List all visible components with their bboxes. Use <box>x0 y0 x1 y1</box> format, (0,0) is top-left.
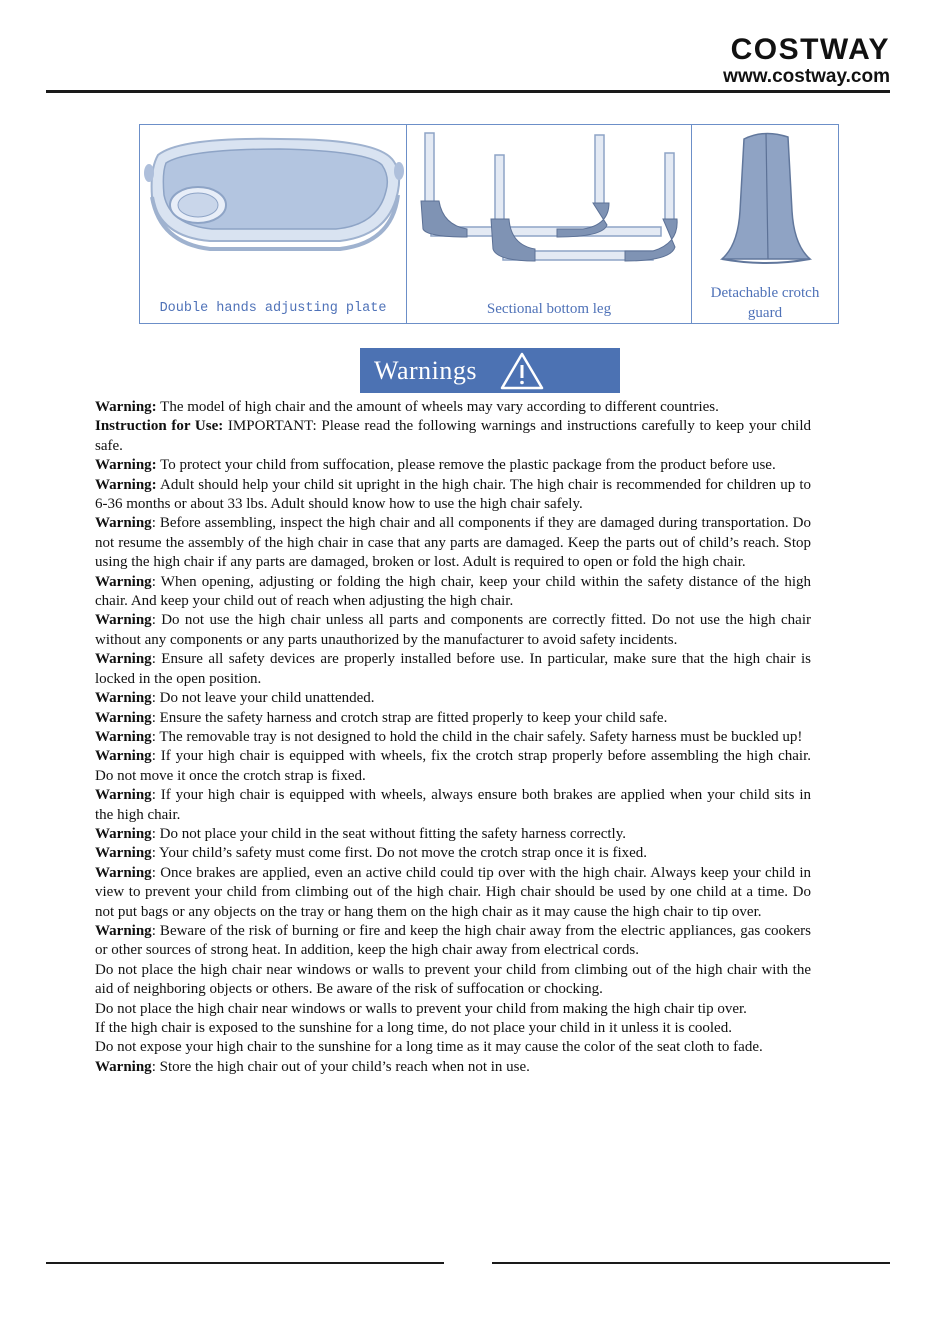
figure-crotch-guard <box>692 125 838 323</box>
warning-paragraph <box>95 514 811 572</box>
warning-label: Warning <box>95 748 152 765</box>
brand-url: www.costway.com <box>723 66 890 87</box>
warning-paragraph <box>95 417 811 456</box>
warning-label: Warning <box>95 612 152 629</box>
warning-paragraph <box>95 456 811 475</box>
warning-label: Warning: <box>95 476 157 493</box>
warning-text: : Do not place your child in the seat without fitting the safety harness correctly. <box>151 825 626 842</box>
warning-paragraph <box>95 709 811 728</box>
footer-rule-right <box>492 1262 890 1264</box>
warning-paragraph <box>95 922 811 961</box>
warning-label: Warning <box>95 728 152 745</box>
warning-label: Warning <box>95 515 152 532</box>
figure-caption: Detachable crotch guard <box>710 285 820 321</box>
figure-caption: Double hands adjusting plate <box>159 301 387 316</box>
warning-paragraph <box>95 747 811 786</box>
warning-text: : Before assembling, inspect the high chair and all components if they are damaged during transportation. Do not resume the assembly of the high chair in case that any parts are damaged. Keep the parts out of child’s reach. Stop using the high chair if any parts are damaged, broken or lost. Adult is required to open or fold the high chair. <box>95 515 811 571</box>
warning-label: Warning <box>95 922 152 939</box>
warning-text: : When opening, adjusting or folding the high chair, keep your child within the safety distance of the high chair. And keep your child out of reach when adjusting the high chair. <box>95 573 811 610</box>
warning-paragraph <box>95 650 811 689</box>
warning-triangle-icon <box>499 351 545 391</box>
warning-text: : Store the high chair out of your child’s reach when not in use. <box>151 1058 530 1075</box>
leg-frame-icon <box>407 125 692 325</box>
warning-text: : Ensure the safety harness and crotch strap are fitted properly to keep your child safe. <box>151 709 668 726</box>
warning-text: Do not place the high chair near windows or walls to prevent your child from climbing out of the high chair with the aid of neighboring objects or others. Be aware of the risk of suffocation or chocking. <box>95 961 811 998</box>
warning-text: The model of high chair and the amount of wheels may vary according to different countries. <box>156 399 719 415</box>
warning-label: Warning: <box>95 457 157 474</box>
warning-paragraph <box>95 864 811 922</box>
warning-text: : If your high chair is equipped with wheels, always ensure both brakes are applied when your child sits in the high chair. <box>95 787 811 823</box>
warning-text: : Beware of the risk of burning or fire and keep the high chair away from the electric appliances, gas cookers or other sources of strong heat. In addition, keep the high chair away from electrical cords. <box>95 922 811 959</box>
warning-text: : The removable tray is not designed to hold the child in the chair safely. Safety harness must be buckled up! <box>151 728 803 745</box>
warning-text: If the high chair is exposed to the sunshine for a long time, do not place your child in it unless it is cooled. <box>95 1020 732 1036</box>
warning-text: : Once brakes are applied, even an active child could tip over with the high chair. Always keep your child in view to prevent your child from climbing out of the high chair. High chair should be used by one child at a time. Do not put bags or any objects on the tray or hang them on the high chair as it may cause the high chair to tip over. <box>95 864 811 920</box>
warning-text: : Your child’s safety must come first. Do not move the crotch strap once it is fixed. <box>151 845 648 862</box>
warning-paragraph <box>95 961 811 1000</box>
component-figures <box>139 124 839 324</box>
warning-text: Adult should help your child sit upright in the high chair. The high chair is recommended for children up to 6-36 months or about 33 lbs. Adult should know how to use the high chair safely. <box>95 476 811 513</box>
warning-label: Warning <box>95 787 152 804</box>
figure-tray <box>140 125 407 323</box>
warning-text: Do not expose your high chair to the sunshine for a long time as it may cause the color of the seat cloth to fade. <box>95 1039 763 1056</box>
warning-text: : Ensure all safety devices are properly installed before use. In particular, make sure that the high chair is locked in the open position. <box>95 651 811 687</box>
warning-paragraph <box>95 1000 811 1019</box>
figure-caption: Sectional bottom leg <box>486 301 612 317</box>
warning-paragraph <box>95 611 811 650</box>
warning-label: Instruction for Use: <box>95 418 224 435</box>
warning-text: IMPORTANT: Please read the following warnings and instructions carefully to keep your child safe. <box>95 418 811 454</box>
warning-text: Do not place the high chair near windows or walls to prevent your child from making the high chair tip over. <box>95 1000 747 1017</box>
warning-label: Warning: <box>95 399 157 415</box>
warning-paragraph <box>95 573 811 612</box>
warning-label: Warning <box>95 1058 152 1075</box>
brand-logo <box>723 34 890 88</box>
warning-text: To protect your child from suffocation, please remove the plastic package from the product before use. <box>156 457 776 474</box>
warning-text: : Do not use the high chair unless all parts and components are correctly fitted. Do not use the high chair without any components or any parts unauthorized by the manufacturer to avoid safety incidents. <box>95 612 811 648</box>
warning-paragraph <box>95 398 811 417</box>
warning-paragraph <box>95 1058 811 1077</box>
warning-label: Warning <box>95 651 152 668</box>
warning-paragraph <box>95 728 811 747</box>
warning-paragraph <box>95 689 811 708</box>
banner-title: Warnings <box>374 355 477 385</box>
warnings-list <box>95 398 811 1077</box>
warning-label: Warning <box>95 825 152 842</box>
warning-label: Warning <box>95 845 152 862</box>
warning-paragraph <box>95 476 811 515</box>
warning-text: : Do not leave your child unattended. <box>151 690 375 707</box>
warning-paragraph <box>95 844 811 863</box>
warning-paragraph <box>95 786 811 825</box>
warning-label: Warning <box>95 690 152 707</box>
warning-label: Warning <box>95 709 152 726</box>
figure-leg <box>407 125 692 323</box>
warnings-banner <box>360 348 620 393</box>
warning-paragraph <box>95 1019 811 1038</box>
warning-text: : If your high chair is equipped with wheels, fix the crotch strap properly before assembling the high chair. Do not move it once the crotch strap is fixed. <box>95 748 811 784</box>
warning-label: Warning <box>95 573 152 590</box>
warning-paragraph <box>95 825 811 844</box>
footer-rule-left <box>46 1262 444 1264</box>
warning-label: Warning <box>95 864 152 881</box>
brand-name: COSTWAY <box>730 33 890 66</box>
header-rule <box>46 90 890 93</box>
tray-icon <box>140 125 406 325</box>
warning-paragraph <box>95 1038 811 1057</box>
